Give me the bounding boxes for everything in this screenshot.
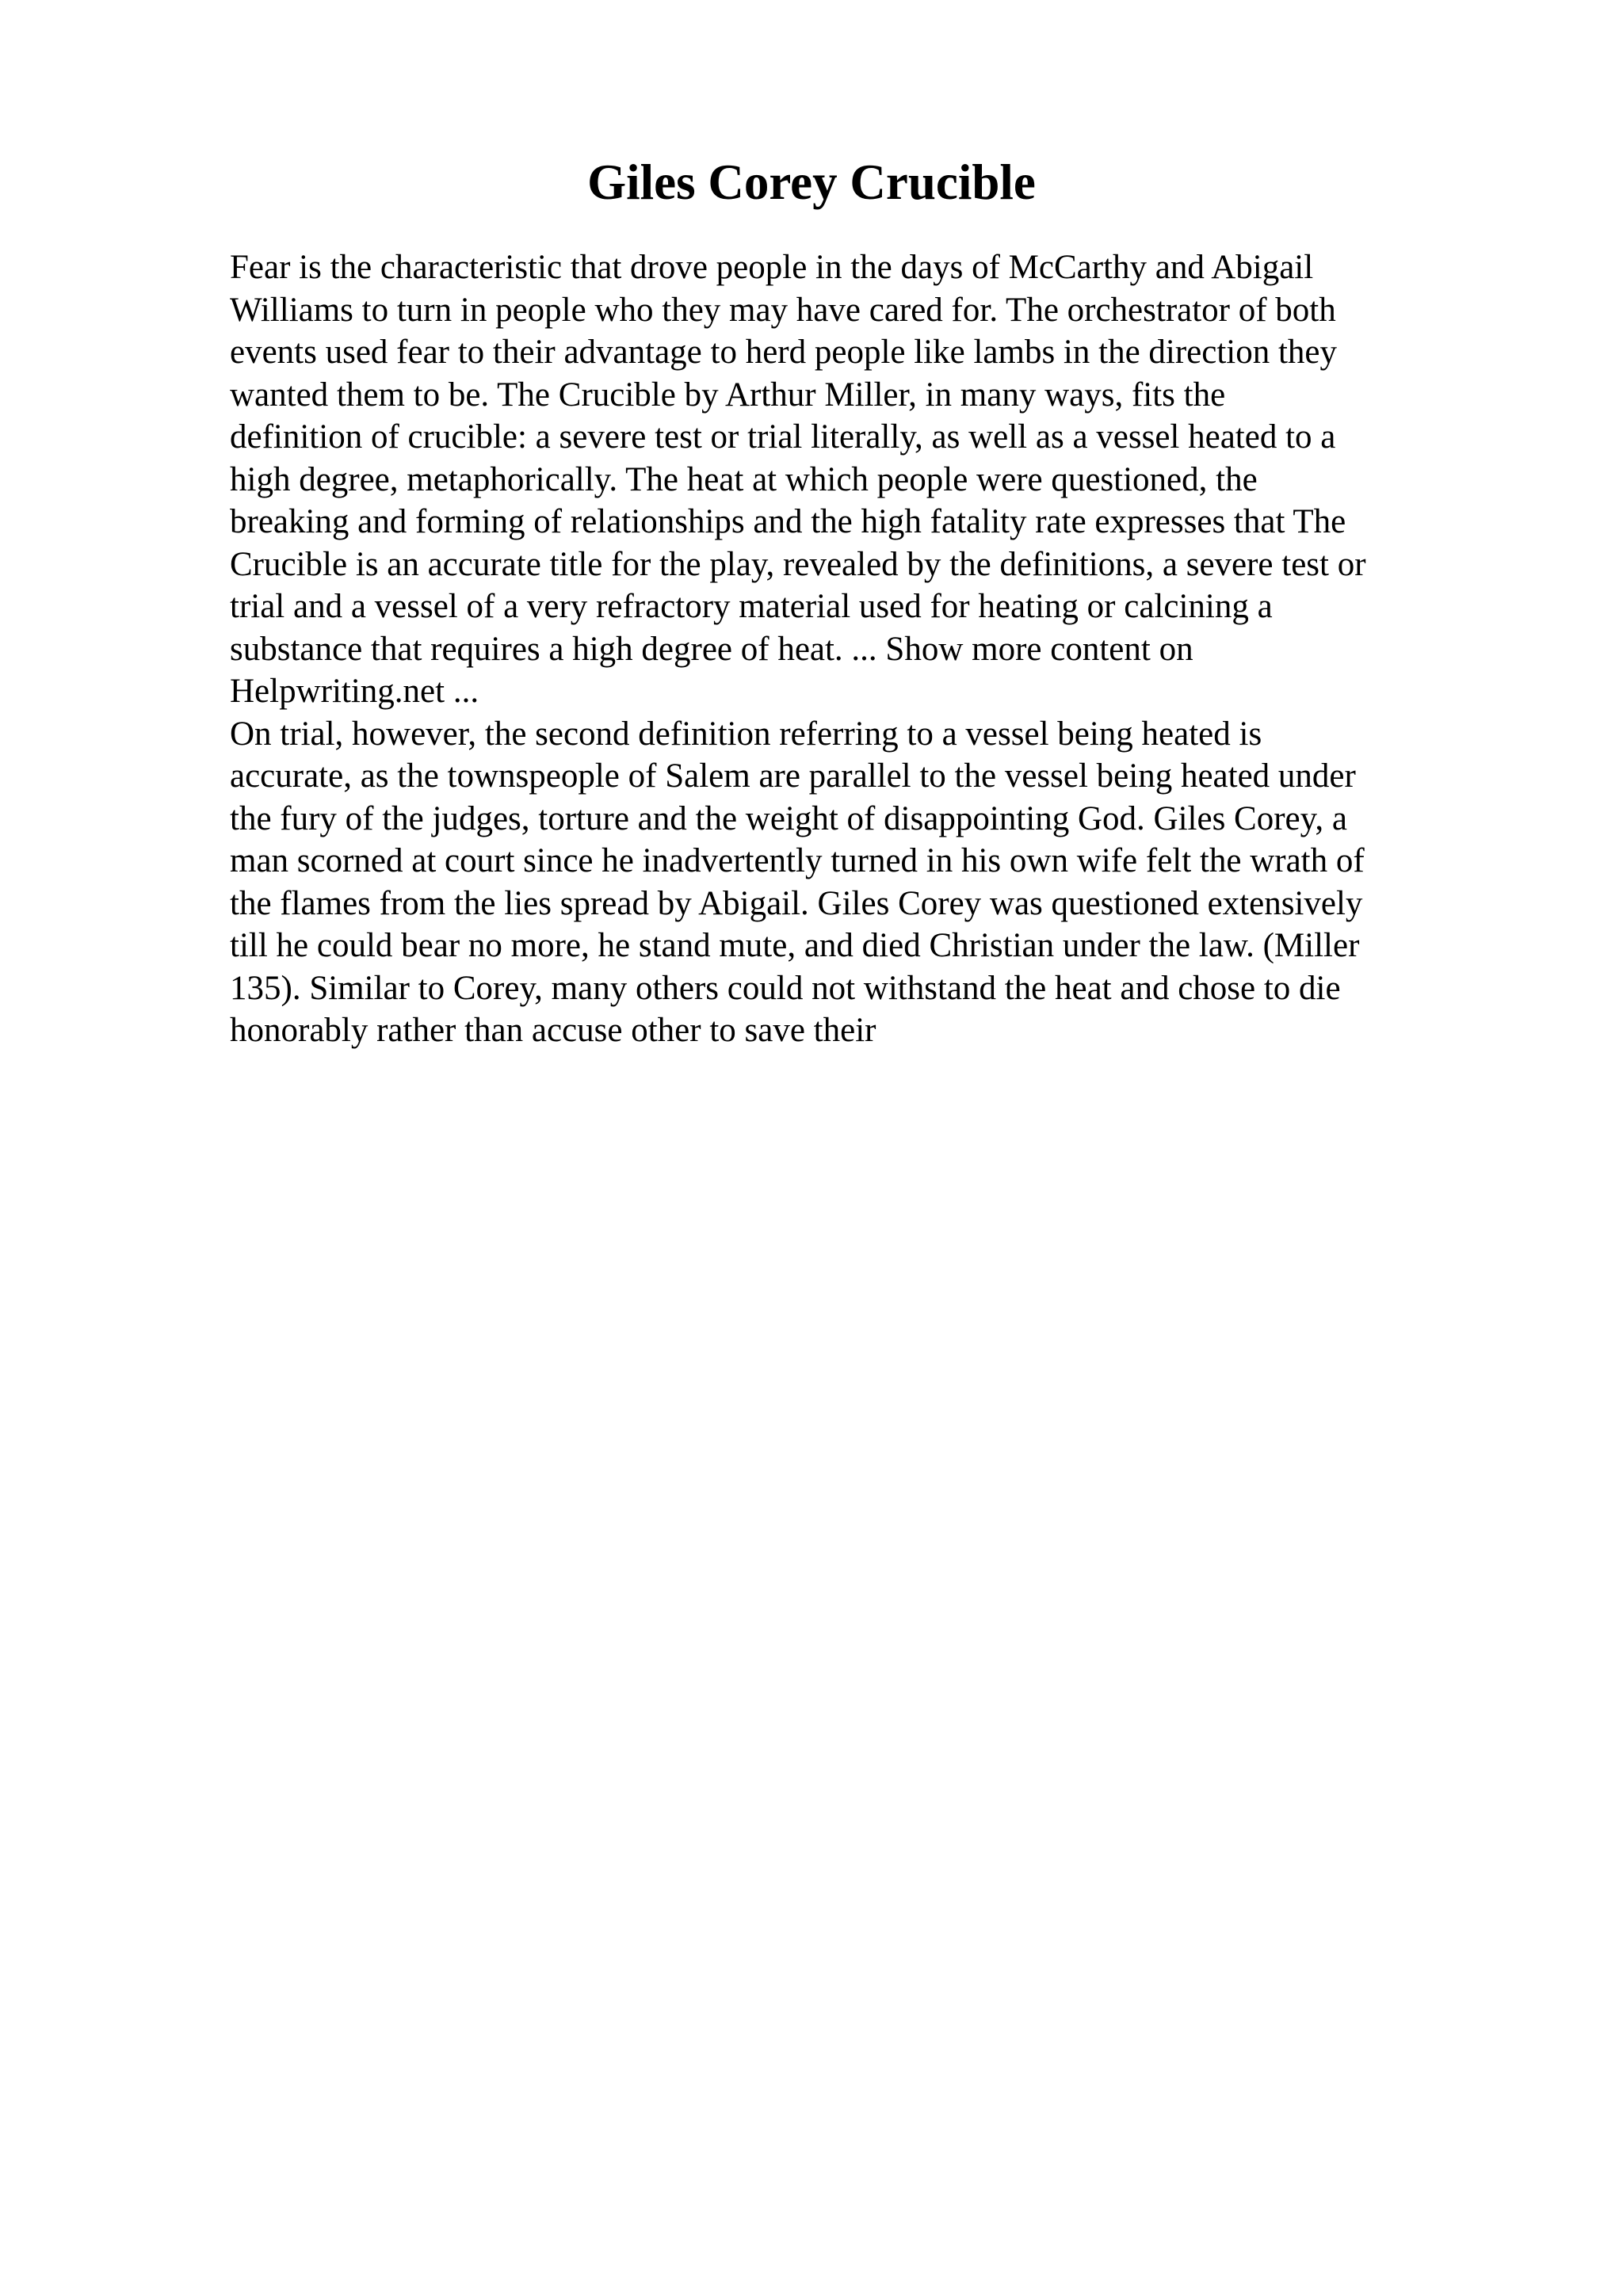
text-line: events used fear to their advantage to herd people like lambs in the direction they xyxy=(230,334,1338,371)
text-line: trial and a vessel of a very refractory material used for heating or calcining a xyxy=(230,588,1273,625)
text-line: breaking and forming of relationships and the high fatality rate expresses that The xyxy=(230,503,1346,540)
text-line: substance that requires a high degree of heat. ... Show more content on xyxy=(230,630,1193,668)
text-line: On trial, however, the second definition referring to a vessel being heated is xyxy=(230,715,1262,753)
body-text xyxy=(230,246,1498,1052)
text-line: wanted them to be. The Crucible by Arthur Miller, in many ways, fits the xyxy=(230,376,1226,414)
text-line: honorably rather than accuse other to save their xyxy=(230,1012,876,1049)
text-line: man scorned at court since he inadvertently turned in his own wife felt the wrath of xyxy=(230,842,1365,879)
text-line: Fear is the characteristic that drove people in the days of McCarthy and Abigail xyxy=(230,249,1314,286)
text-line: definition of crucible: a severe test or trial literally, as well as a vessel heated to a xyxy=(230,418,1336,456)
text-line: till he could bear no more, he stand mute, and died Christian under the law. (Miller xyxy=(230,927,1360,964)
text-line: Helpwriting.net ... xyxy=(230,673,479,710)
text-line: the flames from the lies spread by Abigail. Giles Corey was questioned extensively xyxy=(230,884,1363,922)
page-title: Giles Corey Crucible xyxy=(587,154,1036,210)
text-line: the fury of the judges, torture and the weight of disappointing God. Giles Corey, a xyxy=(230,799,1347,837)
text-line: high degree, metaphorically. The heat at which people were questioned, the xyxy=(230,460,1258,498)
text-line: Crucible is an accurate title for the play, revealed by the definitions, a severe test or xyxy=(230,545,1366,583)
text-line: accurate, as the townspeople of Salem are parallel to the vessel being heated under xyxy=(230,757,1356,795)
text-line: Williams to turn in people who they may have cared for. The orchestrator of both xyxy=(230,291,1336,329)
text-line: 135). Similar to Corey, many others could not withstand the heat and chose to die xyxy=(230,969,1341,1007)
